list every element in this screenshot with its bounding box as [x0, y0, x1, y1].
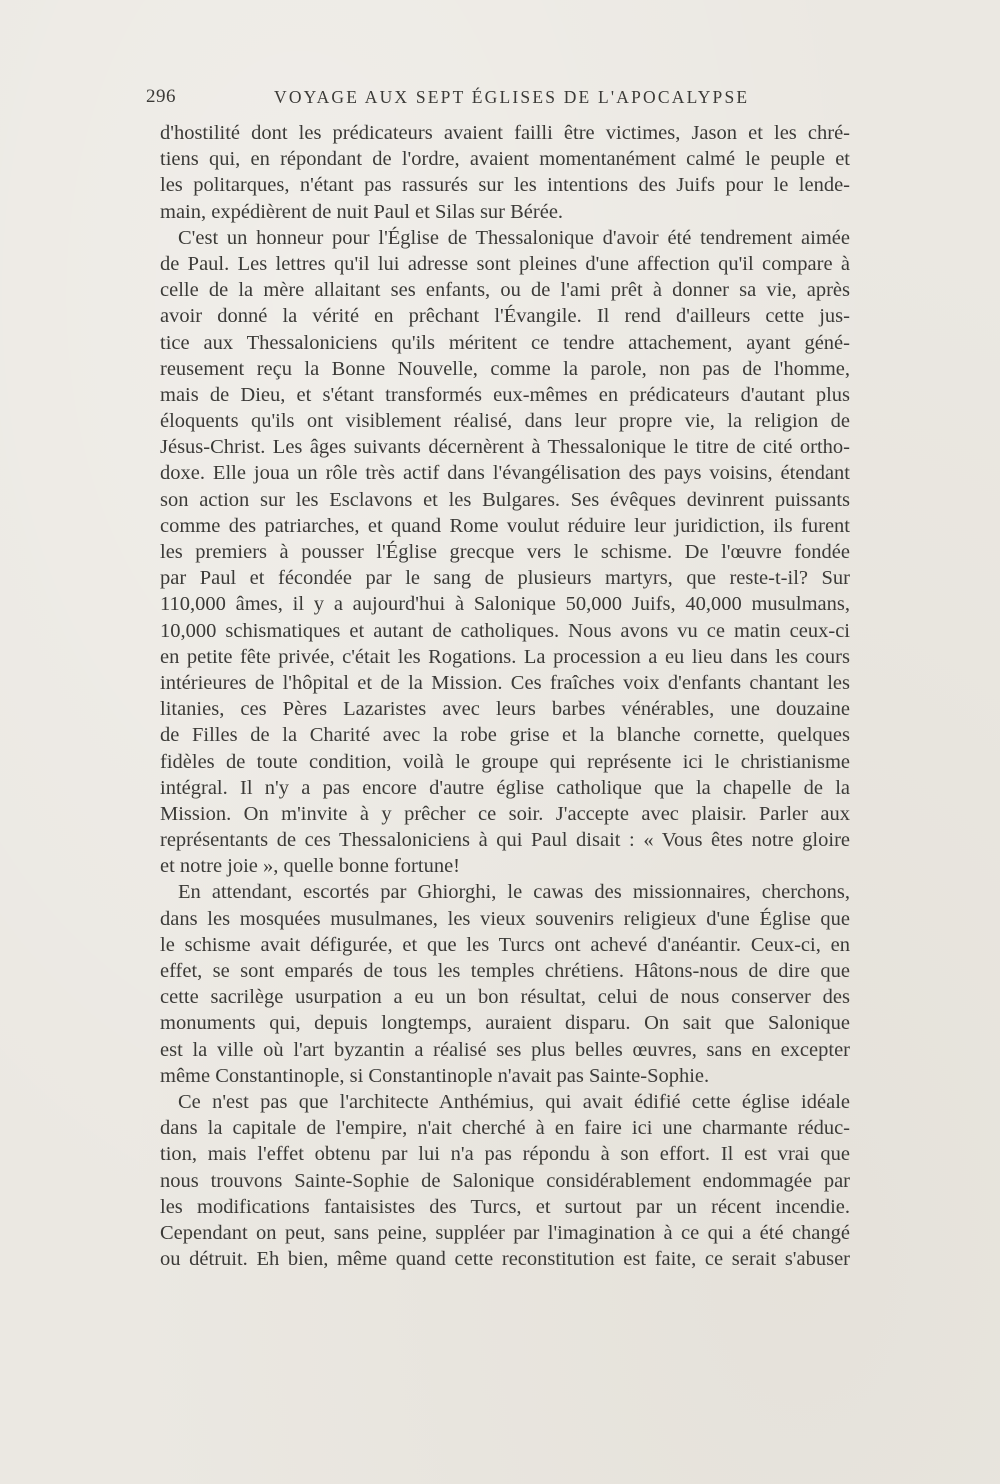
text-line: dans les mosquées musulmanes, les vieux souvenirs religieux d'une Église que — [160, 907, 850, 930]
text-line: En attendant, escortés par Ghiorghi, le cawas des missionnaires, cherchons, — [178, 881, 850, 904]
text-line: mais de Dieu, et s'étant transformés eux-mêmes en prédicateurs d'autant plus — [160, 383, 850, 406]
text-line: cette sacrilège usurpation a eu un bon résultat, celui de nous conserver des — [160, 986, 850, 1009]
text-line: main, expédièrent de nuit Paul et Silas sur Bérée. — [160, 200, 564, 223]
text-line: de Paul. Les lettres qu'il lui adresse sont pleines d'une affection qu'il compare à — [160, 252, 850, 275]
text-line: tice aux Thessaloniciens qu'ils méritent ce tendre attachement, ayant géné- — [160, 331, 850, 354]
text-line: les premiers à pousser l'Église grecque vers le schisme. De l'œuvre fondée — [160, 541, 850, 563]
text-line: monuments qui, depuis longtemps, auraient disparu. On sait que Salonique — [160, 1012, 850, 1035]
text-line: intérieures de l'hôpital et de la Mission. Ces fraîches voix d'enfants chantant les — [160, 671, 850, 694]
text-line: 110,000 âmes, il y a aujourd'hui à Salonique 50,000 Juifs, 40,000 musulmans, — [160, 593, 850, 616]
text-line: nous trouvons Sainte-Sophie de Salonique considérablement endommagée par — [160, 1169, 850, 1192]
text-line: tion, mais l'effet obtenu par lui n'a pas répondu à son effort. Il est vrai que — [160, 1143, 850, 1166]
text-line: doxe. Elle joua un rôle très actif dans l'évangélisation des pays voisins, étendant — [160, 462, 850, 485]
text-line: 10,000 schismatiques et autant de catholiques. Nous avons vu ce matin ceux-ci — [160, 619, 850, 642]
page-number: 296 — [146, 86, 176, 107]
text-line: est la ville où l'art byzantin a réalisé ses plus belles œuvres, sans en excepter — [160, 1038, 850, 1061]
text-line: et notre joie », quelle bonne fortune! — [160, 855, 460, 878]
text-line: intégral. Il n'y a pas encore d'autre église catholique que la chapelle de la — [160, 776, 850, 799]
text-line: dans la capitale de l'empire, n'ait cherché à en faire ici une charmante réduc- — [160, 1117, 850, 1140]
text-line: reusement reçu la Bonne Nouvelle, comme la parole, non pas de l'homme, — [160, 357, 850, 380]
text-line: avoir donné la vérité en prêchant l'Évangile. Il rend d'ailleurs cette jus- — [160, 305, 850, 328]
text-line: tiens qui, en répondant de l'ordre, avaient momentanément calmé le peuple et — [160, 148, 850, 171]
text-line: d'hostilité dont les prédicateurs avaient failli être victimes, Jason et les chré- — [160, 122, 850, 144]
text-line: par Paul et fécondée par le sang de plusieurs martyrs, que reste-t-il? Sur — [160, 567, 850, 590]
text-line: le schisme avait défigurée, et que les Turcs ont achevé d'anéantir. Ceux-ci, en — [160, 933, 850, 956]
text-line: effet, se sont emparés de tous les temples chrétiens. Hâtons-nous de dire que — [160, 960, 850, 982]
text-line: C'est un honneur pour l'Église de Thessalonique d'avoir été tendrement aimée — [178, 226, 850, 249]
body-text — [160, 120, 850, 1272]
text-line: son action sur les Esclavons et les Bulgares. Ses évêques devinrent puissants — [160, 488, 850, 511]
text-line: celle de la mère allaitant ses enfants, ou de l'ami prêt à donner sa vie, après — [160, 279, 850, 302]
text-line: même Constantinople, si Constantinople n'avait pas Sainte-Sophie. — [160, 1064, 710, 1087]
text-line: en petite fête privée, c'était les Rogations. La procession a eu lieu dans les cours — [160, 645, 850, 668]
text-line: Ce n'est pas que l'architecte Anthémius, qui avait édifié cette église idéale — [178, 1090, 850, 1113]
text-line: de Filles de la Charité avec la robe grise et la blanche cornette, quelques — [160, 724, 850, 747]
text-line: fidèles de toute condition, voilà le groupe qui représente ici le christianisme — [160, 750, 850, 773]
text-line: éloquents qu'ils ont visiblement réalisé, dans leur propre vie, la religion de — [160, 410, 850, 433]
page-header — [146, 86, 856, 116]
text-line: les politarques, n'étant pas rassurés sur les intentions des Juifs pour le lende- — [160, 174, 850, 197]
text-line: les modifications fantaisistes des Turcs, et surtout par un récent incendie. — [160, 1195, 850, 1218]
text-line: représentants de ces Thessaloniciens à qui Paul disait : « Vous êtes notre gloire — [160, 829, 850, 852]
text-line: ou détruit. Eh bien, même quand cette reconstitution est faite, ce serait s'abuser — [160, 1248, 850, 1271]
text-line: Cependant on peut, sans peine, suppléer par l'imagination à ce qui a été changé — [160, 1221, 850, 1244]
text-line: Mission. On m'invite à y prêcher ce soir. J'accepte avec plaisir. Parler aux — [160, 802, 850, 825]
running-head: VOYAGE AUX SEPT ÉGLISES DE L'APOCALYPSE — [274, 87, 750, 107]
text-line: litanies, ces Pères Lazaristes avec leurs barbes vénérables, une douzaine — [160, 698, 850, 721]
text-line: comme des patriarches, et quand Rome voulut réduire leur juridiction, ils furent — [160, 514, 850, 537]
text-line: Jésus-Christ. Les âges suivants décernèrent à Thessalonique le titre de cité ortho- — [160, 436, 850, 459]
